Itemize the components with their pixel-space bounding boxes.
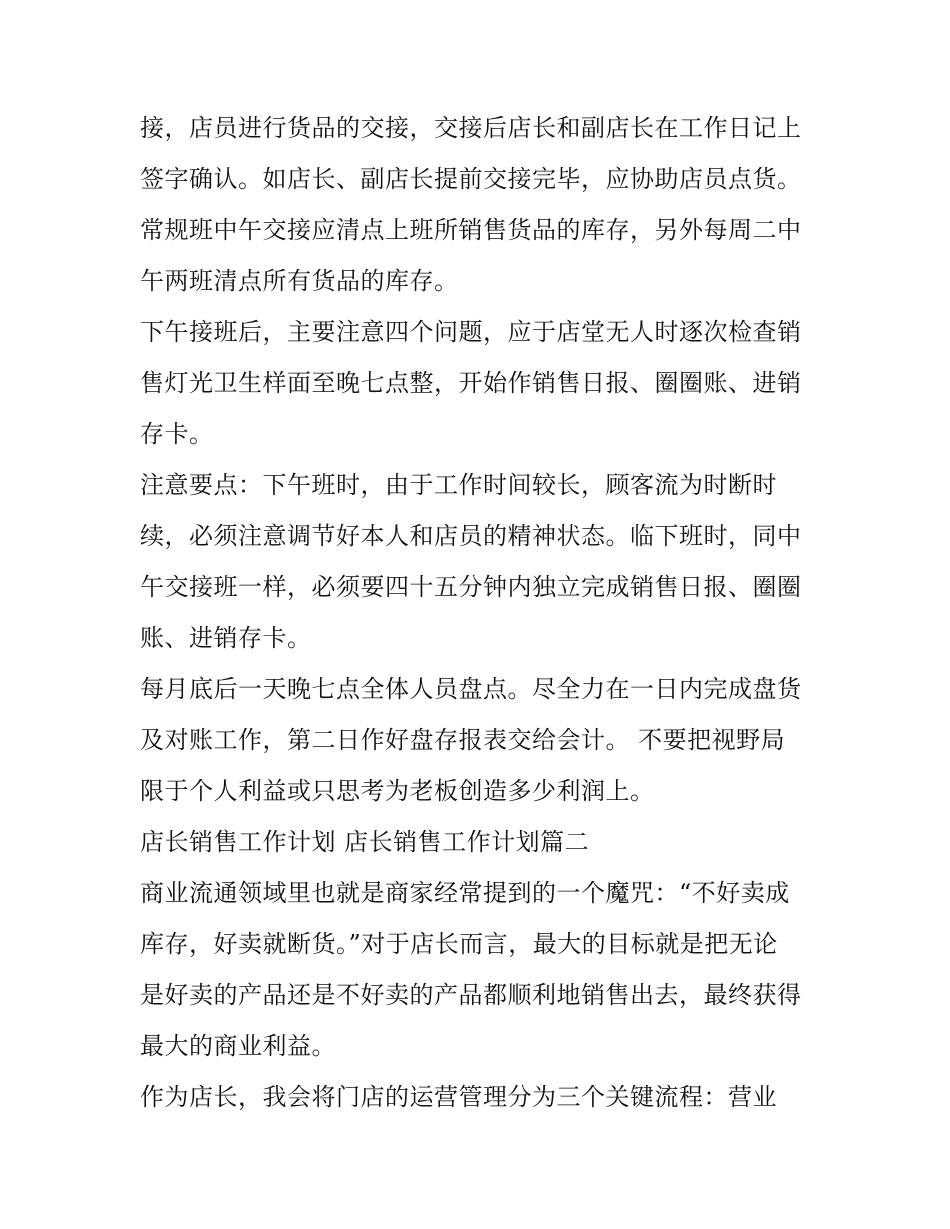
text-line: 是好卖的产品还是不好卖的产品都顺利地销售出去，最终获得 [140, 981, 802, 1009]
text-line: 注意要点：下午班时，由于工作时间较长，顾客流为时断时 [140, 471, 777, 499]
document-body [140, 103, 820, 1123]
text-line: 午两班清点所有货品的库存。 [140, 267, 459, 295]
text-line: 限于个人利益或只思考为老板创造多少利润上。 [140, 777, 655, 805]
text-line: 商业流通领域里也就是商家经常提到的一个魔咒：“不好卖成 [140, 879, 790, 907]
text-line: 及对账工作，第二日作好盘存报表交给会计。 不要把视野局 [140, 726, 786, 754]
text-line: 接，店员进行货品的交接，交接后店长和副店长在工作日记上 [140, 114, 802, 142]
text-line: 作为店长，我会将门店的运营管理分为三个关键流程：营业 [140, 1083, 777, 1111]
text-line: 最大的商业利益。 [140, 1032, 336, 1060]
text-line: 每月底后一天晚七点全体人员盘点。尽全力在一日内完成盘货 [140, 675, 802, 703]
text-line: 签字确认。如店长、副店长提前交接完毕，应协助店员点货。 [140, 165, 802, 193]
text-line: 库存，好卖就断货。”对于店长而言，最大的目标就是把无论 [140, 930, 778, 958]
text-line: 常规班中午交接应清点上班所销售货品的库存，另外每周二中 [140, 216, 802, 244]
text-line: 售灯光卫生样面至晚七点整，开始作销售日报、圈圈账、进销 [140, 369, 802, 397]
text-line: 午交接班一样，必须要四十五分钟内独立完成销售日报、圈圈 [140, 573, 802, 601]
text-line: 续，必须注意调节好本人和店员的精神状态。临下班时，同中 [140, 522, 802, 550]
text-line: 存卡。 [140, 420, 214, 448]
section-heading: 店长销售工作计划 店长销售工作计划篇二 [140, 828, 590, 856]
text-line: 下午接班后，主要注意四个问题，应于店堂无人时逐次检查销 [140, 318, 802, 346]
text-line: 账、进销存卡。 [140, 624, 312, 652]
